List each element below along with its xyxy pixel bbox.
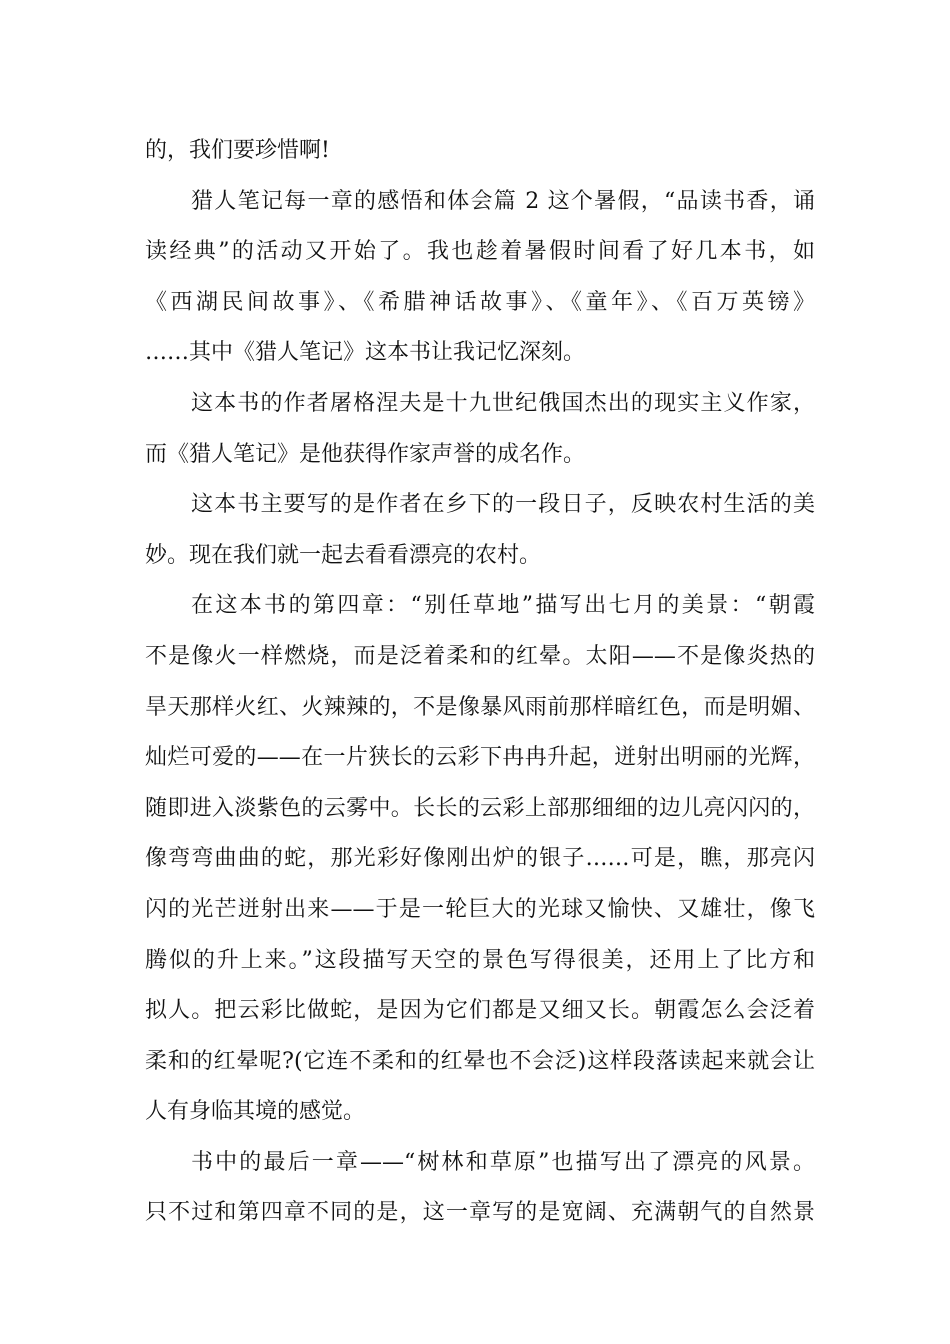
body-text [145,126,815,1239]
text-line: 腾似的升上来。”这段描写天空的景色写得很美，还用上了比方和 [145,947,815,973]
text-line: 像弯弯曲曲的蛇，那光彩好像刚出炉的银子……可是，瞧，那亮闪 [145,846,815,872]
text-line: 这本书的作者屠格涅夫是十九世纪俄国杰出的现实主义作家， [191,390,815,416]
text-line: 不是像火一样燃烧，而是泛着柔和的红晕。太阳——不是像炎热的 [145,643,815,669]
text-line: 书中的最后一章——“树林和草原”也描写出了漂亮的风景。 [191,1149,815,1175]
text-line: 猎人笔记每一章的感悟和体会篇 2 这个暑假，“品读书香，诵 [191,188,815,214]
text-line: ……其中《猎人笔记》这本书让我记忆深刻。 [145,340,586,366]
text-line: 只不过和第四章不同的是，这一章写的是宽阔、充满朝气的自然景 [145,1200,815,1226]
text-line: 随即进入淡紫色的云雾中。长长的云彩上部那细细的边儿亮闪闪的， [145,795,815,821]
text-line: 人有身临其境的感觉。 [145,1099,366,1125]
text-line: 柔和的红晕呢?(它连不柔和的红晕也不会泛)这样段落读起来就会让 [145,1048,815,1074]
text-line: 闪的光芒迸射出来——于是一轮巨大的光球又愉快、又雄壮，像飞 [145,896,815,922]
text-line: 而《猎人笔记》是他获得作家声誉的成名作。 [145,441,586,467]
text-line: 的，我们要珍惜啊! [145,138,330,163]
text-line: 《西湖民间故事》、《希腊神话故事》、《童年》、《百万英镑》 [145,289,815,315]
text-line: 灿烂可爱的——在一片狭长的云彩下冉冉升起，迸射出明丽的光辉， [145,745,815,771]
text-line: 旱天那样火红、火辣辣的，不是像暴风雨前那样暗红色，而是明媚、 [145,694,815,720]
text-line: 读经典”的活动又开始了。我也趁着暑假时间看了好几本书，如 [145,239,815,265]
text-line: 在这本书的第四章：“别任草地”描写出七月的美景：“朝霞 [191,593,815,619]
text-line: 这本书主要写的是作者在乡下的一段日子，反映农村生活的美 [191,492,815,518]
text-line: 妙。现在我们就一起去看看漂亮的农村。 [145,542,542,568]
text-line: 拟人。把云彩比做蛇，是因为它们都是又细又长。朝霞怎么会泛着 [145,998,815,1024]
